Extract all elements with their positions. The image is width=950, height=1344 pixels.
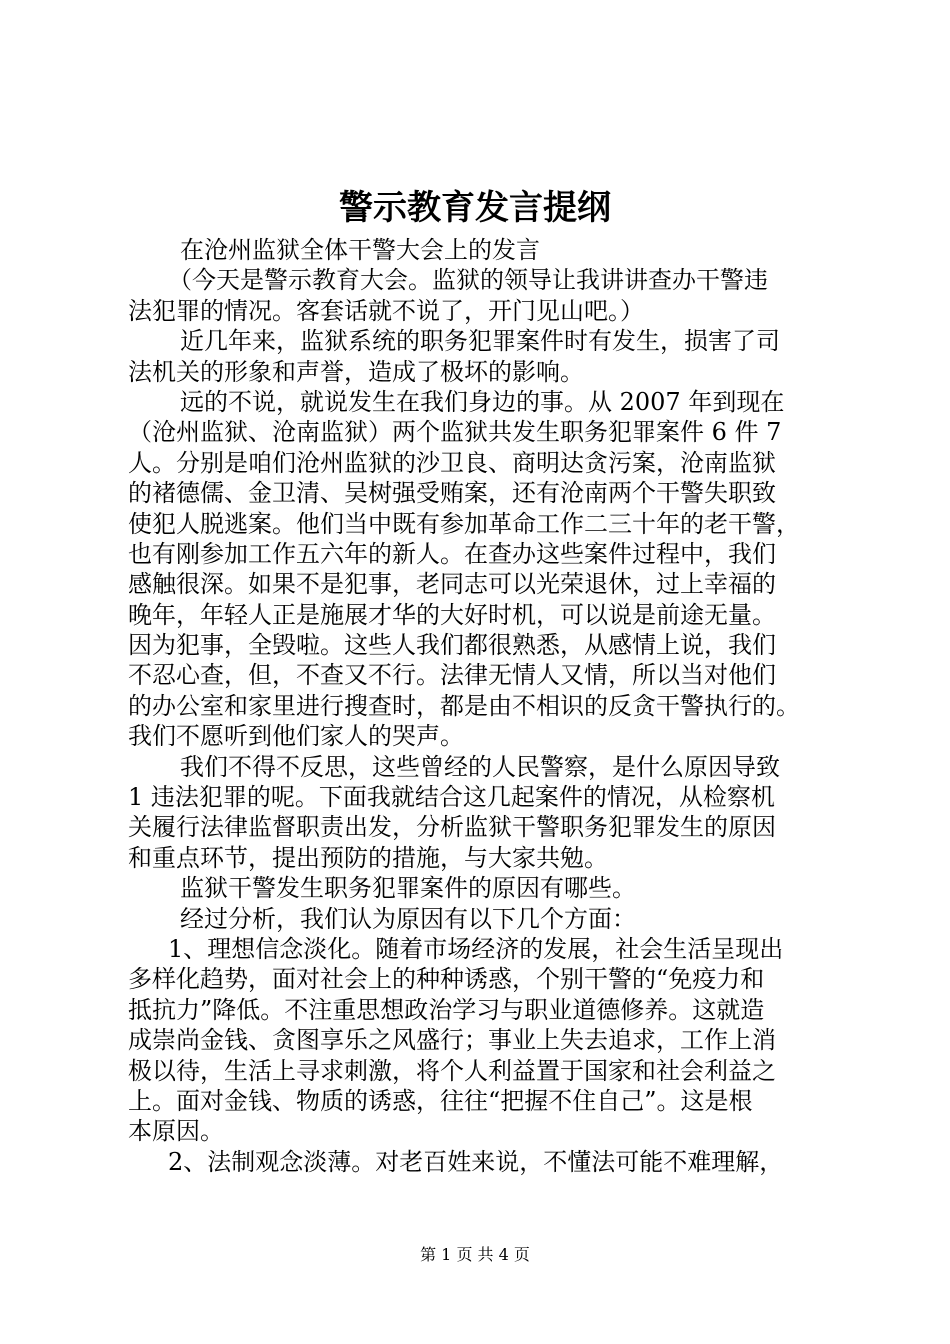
text-line: 和重点环节，提出预防的措施，与大家共勉。 [128, 843, 608, 872]
text-line: 我们不愿听到他们家人的哭声。 [128, 722, 464, 751]
text-line: 使犯人脱逃案。他们当中既有参加革命工作二三十年的老干警， [128, 509, 800, 538]
text-line: 感触很深。如果不是犯事，老同志可以光荣退休，过上幸福的 [128, 570, 776, 599]
text-line: 法犯罪的情况。客套话就不说了，开门见山吧。） [128, 296, 644, 325]
text-line: 抵抗力”降低。不注重思想政治学习与职业道德修养。这就造 [128, 995, 765, 1024]
text-line: 在沧州监狱全体干警大会上的发言 [180, 236, 540, 264]
text-line: 人。分别是咱们沧州监狱的沙卫良、商明达贪污案，沧南监狱 [128, 448, 776, 477]
page-footer: 第 1 页 共 4 页 [420, 1245, 530, 1264]
text-line: 1 违法犯罪的呢。下面我就结合这几起案件的情况，从检察机 [128, 783, 775, 812]
text-line: 的褚德儒、金卫清、吴树强受贿案，还有沧南两个干警失职致 [128, 479, 776, 508]
text-line: 2、法制观念淡薄。对老百姓来说，不懂法可能不难理解， [168, 1147, 784, 1176]
text-line: 监狱干警发生职务犯罪案件的原因有哪些。 [180, 874, 636, 903]
text-line: 的办公室和家里进行搜查时，都是由不相识的反贪干警执行的。 [128, 691, 800, 720]
document-body [128, 235, 828, 1177]
text-line: （沧州监狱、沧南监狱）两个监狱共发生职务犯罪案件 6 件 7 [128, 418, 782, 447]
text-line: 远的不说，就说发生在我们身边的事。从 2007 年到现在 [180, 387, 785, 416]
text-line: 1、理想信念淡化。随着市场经济的发展，社会生活呈现出 [168, 934, 784, 963]
text-line: （今天是警示教育大会。监狱的领导让我讲讲查办干警违 [168, 266, 768, 295]
text-line: 多样化趋势，面对社会上的种种诱惑，个别干警的“免疫力和 [128, 965, 765, 994]
page-title: 警示教育发言提纲 [339, 188, 611, 228]
text-line: 晚年，年轻人正是施展才华的大好时机，可以说是前途无量。 [128, 600, 776, 629]
text-line: 因为犯事，全毁啦。这些人我们都很熟悉，从感情上说，我们 [128, 631, 776, 660]
text-line: 近几年来，监狱系统的职务犯罪案件时有发生，损害了司 [180, 327, 780, 356]
text-line: 成崇尚金钱、贪图享乐之风盛行；事业上失去追求，工作上消 [128, 1026, 776, 1055]
text-line: 上。面对金钱、物质的诱惑，往往“把握不住自己”。这是根 [128, 1086, 753, 1115]
text-line: 极以待，生活上寻求刺激，将个人利益置于国家和社会利益之 [128, 1056, 776, 1085]
text-line: 也有刚参加工作五六年的新人。在查办这些案件过程中，我们 [128, 539, 776, 568]
text-line: 本原因。 [128, 1117, 224, 1146]
text-line: 关履行法律监督职责出发，分析监狱干警职务犯罪发生的原因 [128, 813, 776, 842]
text-line: 我们不得不反思，这些曾经的人民警察，是什么原因导致 [180, 752, 780, 781]
text-line: 经过分析，我们认为原因有以下几个方面： [180, 904, 636, 933]
text-line: 不忍心查，但，不查又不行。法律无情人又情，所以当对他们 [128, 661, 776, 690]
text-line: 法机关的形象和声誉，造成了极坏的影响。 [128, 357, 584, 386]
